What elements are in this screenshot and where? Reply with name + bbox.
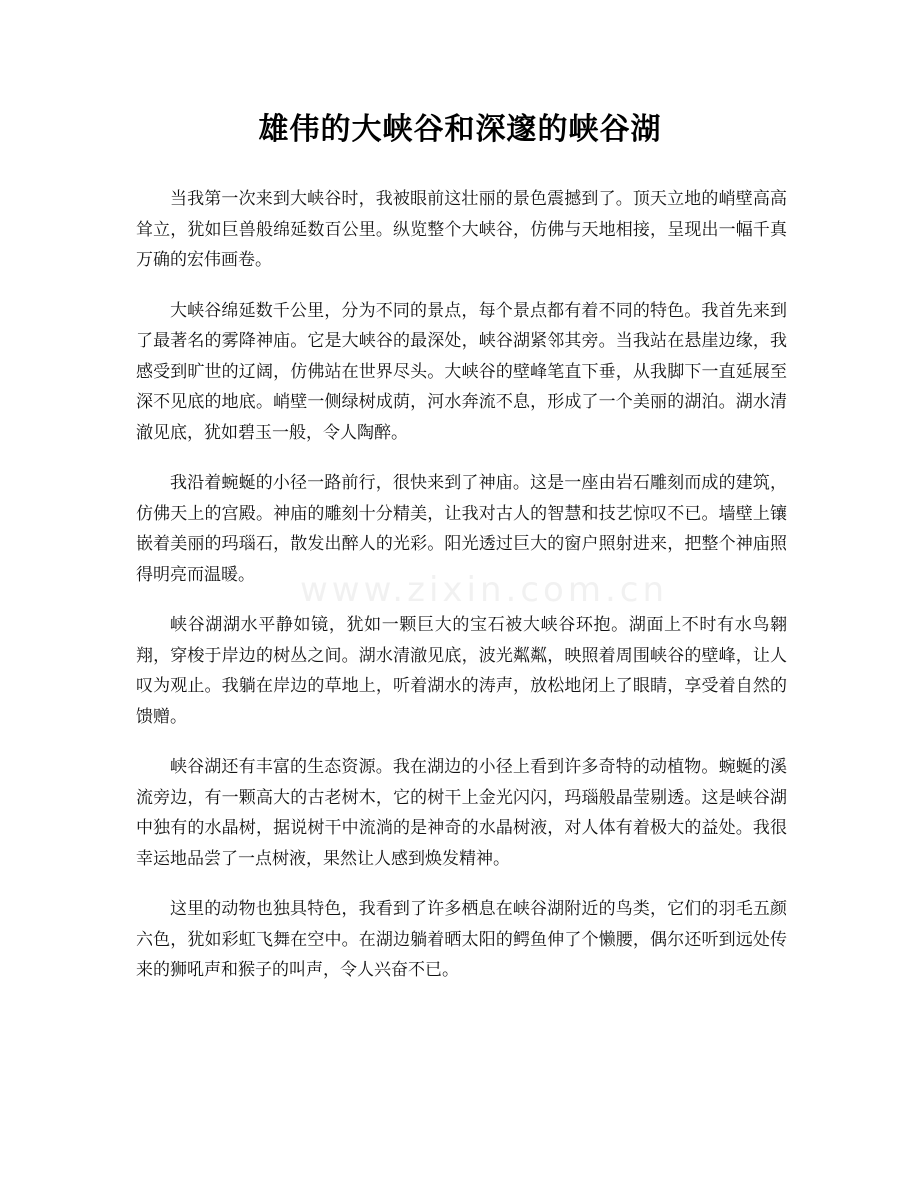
document-body: [136, 184, 787, 1006]
paragraph-2: 大峡谷绵延数千公里，分为不同的景点，每个景点都有着不同的特色。我首先来到了最著名的雾降神庙。它是大峡谷的最深处，峡谷湖紧邻其旁。当我站在悬崖边缘，我感受到旷世的辽阔，仿佛站在世界尽头。大峡谷的壁峰笔直下垂，从我脚下一直延展至深不见底的地底。峭壁一侧绿树成荫，河水奔流不息，形成了一个美丽的湖泊。湖水清澈见底，犹如碧玉一般，令人陶醉。: [136, 300, 787, 443]
paragraph-5: 峡谷湖还有丰富的生态资源。我在湖边的小径上看到许多奇特的动植物。蜿蜒的溪流旁边，有一颗高大的古老树木，它的树干上金光闪闪，玛瑙般晶莹剔透。这是峡谷湖中独有的水晶树，据说树干中流淌的是神奇的水晶树液，对人体有着极大的益处。我很幸运地品尝了一点树液，果然让人感到焕发精神。: [136, 757, 787, 869]
paragraph-3: 我沿着蜿蜒的小径一路前行，很快来到了神庙。这是一座由岩石雕刻而成的建筑，仿佛天上的宫殿。神庙的雕刻十分精美，让我对古人的智慧和技艺惊叹不已。墙壁上镶嵌着美丽的玛瑙石，散发出醉人的光彩。阳光透过巨大的窗户照射进来，把整个神庙照得明亮而温暖。: [136, 473, 787, 585]
paragraph-1: 当我第一次来到大峡谷时，我被眼前这壮丽的景色震撼到了。顶天立地的峭壁高高耸立，犹如巨兽般绵延数百公里。纵览整个大峡谷，仿佛与天地相接，呈现出一幅千真万确的宏伟画卷。: [136, 189, 787, 270]
paragraph-4: 峡谷湖湖水平静如镜，犹如一颗巨大的宝石被大峡谷环抱。湖面上不时有水鸟翱翔，穿梭于岸边的树丛之间。湖水清澈见底，波光粼粼，映照着周围峡谷的壁峰，让人叹为观止。我躺在岸边的草地上，听着湖水的涛声，放松地闭上了眼睛，享受着自然的馈赠。: [136, 615, 787, 727]
paragraph-6: 这里的动物也独具特色，我看到了许多栖息在峡谷湖附近的鸟类，它们的羽毛五颜六色，犹如彩虹飞舞在空中。在湖边躺着晒太阳的鳄鱼伸了个懒腰，偶尔还听到远处传来的狮吼声和猴子的叫声，令人兴奋不已。: [136, 899, 787, 980]
document-title: 雄伟的大峡谷和深邃的峡谷湖: [258, 112, 662, 147]
watermark: www.zixin.com.cn: [300, 570, 668, 610]
